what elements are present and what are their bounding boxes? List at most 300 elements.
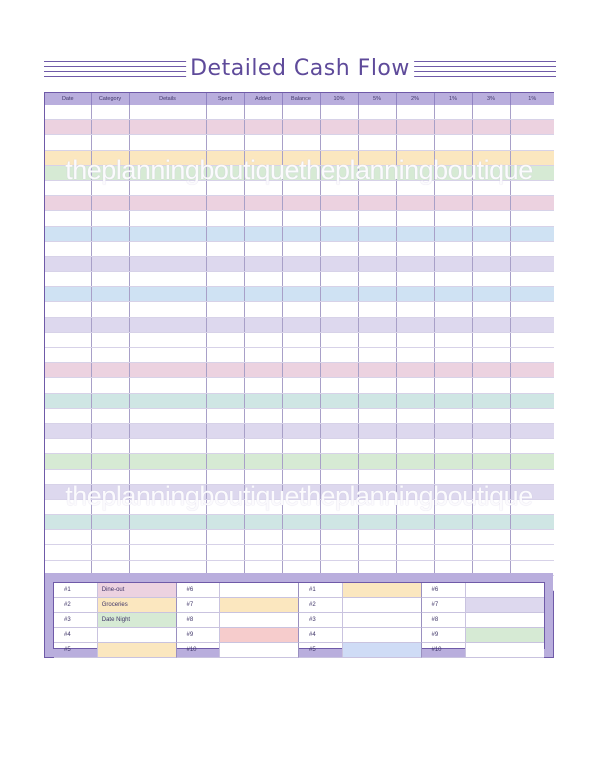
table-cell[interactable] — [358, 196, 396, 211]
table-cell[interactable] — [129, 545, 206, 560]
table-cell[interactable] — [510, 226, 554, 241]
table-cell[interactable] — [434, 302, 472, 317]
table-cell[interactable] — [244, 499, 282, 514]
table-cell[interactable] — [129, 332, 206, 347]
table-cell[interactable] — [129, 393, 206, 408]
table-cell[interactable] — [358, 484, 396, 499]
table-cell[interactable] — [434, 454, 472, 469]
table-cell[interactable] — [358, 499, 396, 514]
table-cell[interactable] — [45, 120, 91, 135]
table-cell[interactable] — [45, 530, 91, 545]
table-cell[interactable] — [396, 348, 434, 363]
table-cell[interactable] — [282, 211, 320, 226]
table-cell[interactable] — [129, 469, 206, 484]
table-cell[interactable] — [244, 317, 282, 332]
legend-label[interactable] — [466, 628, 544, 642]
table-cell[interactable] — [320, 287, 358, 302]
table-cell[interactable] — [45, 135, 91, 150]
table-cell[interactable] — [396, 393, 434, 408]
table-cell[interactable] — [244, 454, 282, 469]
legend-label[interactable] — [98, 628, 176, 642]
table-cell[interactable] — [396, 287, 434, 302]
table-cell[interactable] — [206, 469, 244, 484]
table-cell[interactable] — [244, 272, 282, 287]
table-cell[interactable] — [45, 302, 91, 317]
table-cell[interactable] — [320, 226, 358, 241]
table-cell[interactable] — [358, 545, 396, 560]
table-cell[interactable] — [282, 105, 320, 120]
table-cell[interactable] — [282, 317, 320, 332]
table-cell[interactable] — [320, 499, 358, 514]
table-cell[interactable] — [244, 363, 282, 378]
table-cell[interactable] — [434, 256, 472, 271]
table-cell[interactable] — [282, 120, 320, 135]
table-cell[interactable] — [206, 287, 244, 302]
table-cell[interactable] — [91, 363, 129, 378]
table-cell[interactable] — [282, 408, 320, 423]
table-cell[interactable] — [91, 165, 129, 180]
table-cell[interactable] — [358, 317, 396, 332]
table-cell[interactable] — [129, 256, 206, 271]
table-cell[interactable] — [320, 180, 358, 195]
table-cell[interactable] — [244, 241, 282, 256]
table-cell[interactable] — [358, 439, 396, 454]
table-cell[interactable] — [45, 317, 91, 332]
table-cell[interactable] — [320, 135, 358, 150]
table-cell[interactable] — [91, 515, 129, 530]
table-cell[interactable] — [320, 530, 358, 545]
legend-label[interactable]: Groceries — [98, 598, 176, 612]
table-cell[interactable] — [396, 196, 434, 211]
table-cell[interactable] — [91, 287, 129, 302]
table-cell[interactable] — [320, 408, 358, 423]
table-cell[interactable] — [45, 439, 91, 454]
table-cell[interactable] — [396, 484, 434, 499]
table-cell[interactable] — [244, 150, 282, 165]
table-cell[interactable] — [45, 423, 91, 438]
table-cell[interactable] — [282, 196, 320, 211]
table-cell[interactable] — [320, 165, 358, 180]
table-cell[interactable] — [396, 423, 434, 438]
legend-label[interactable]: Date Night — [98, 613, 176, 627]
table-cell[interactable] — [472, 165, 510, 180]
table-cell[interactable] — [91, 499, 129, 514]
table-cell[interactable] — [282, 287, 320, 302]
table-cell[interactable] — [45, 332, 91, 347]
table-cell[interactable] — [244, 211, 282, 226]
table-cell[interactable] — [206, 408, 244, 423]
table-cell[interactable] — [510, 302, 554, 317]
table-cell[interactable] — [510, 363, 554, 378]
legend-label[interactable] — [466, 643, 544, 657]
table-cell[interactable] — [282, 545, 320, 560]
table-cell[interactable] — [358, 423, 396, 438]
legend-label[interactable] — [466, 583, 544, 597]
table-cell[interactable] — [320, 272, 358, 287]
table-cell[interactable] — [320, 423, 358, 438]
table-cell[interactable] — [358, 105, 396, 120]
table-cell[interactable] — [434, 180, 472, 195]
table-cell[interactable] — [510, 196, 554, 211]
table-cell[interactable] — [206, 439, 244, 454]
table-cell[interactable] — [91, 378, 129, 393]
table-cell[interactable] — [434, 226, 472, 241]
table-cell[interactable] — [244, 105, 282, 120]
table-cell[interactable] — [129, 499, 206, 514]
table-cell[interactable] — [472, 180, 510, 195]
table-cell[interactable] — [358, 135, 396, 150]
table-cell[interactable] — [91, 469, 129, 484]
table-cell[interactable] — [320, 317, 358, 332]
table-cell[interactable] — [129, 226, 206, 241]
table-cell[interactable] — [510, 454, 554, 469]
table-cell[interactable] — [472, 272, 510, 287]
table-cell[interactable] — [129, 530, 206, 545]
table-cell[interactable] — [396, 241, 434, 256]
table-cell[interactable] — [206, 515, 244, 530]
table-cell[interactable] — [510, 287, 554, 302]
table-cell[interactable] — [244, 515, 282, 530]
table-cell[interactable] — [244, 348, 282, 363]
table-cell[interactable] — [282, 256, 320, 271]
table-cell[interactable] — [91, 408, 129, 423]
table-cell[interactable] — [206, 484, 244, 499]
table-cell[interactable] — [320, 256, 358, 271]
table-cell[interactable] — [320, 150, 358, 165]
table-cell[interactable] — [358, 515, 396, 530]
table-cell[interactable] — [510, 469, 554, 484]
table-cell[interactable] — [45, 484, 91, 499]
legend-label[interactable] — [343, 628, 421, 642]
table-cell[interactable] — [91, 393, 129, 408]
table-cell[interactable] — [358, 272, 396, 287]
table-cell[interactable] — [396, 256, 434, 271]
table-cell[interactable] — [434, 408, 472, 423]
table-cell[interactable] — [206, 545, 244, 560]
table-cell[interactable] — [45, 180, 91, 195]
table-cell[interactable] — [434, 317, 472, 332]
table-cell[interactable] — [396, 378, 434, 393]
table-cell[interactable] — [358, 241, 396, 256]
table-cell[interactable] — [434, 363, 472, 378]
table-cell[interactable] — [91, 545, 129, 560]
table-cell[interactable] — [282, 454, 320, 469]
table-cell[interactable] — [434, 439, 472, 454]
table-cell[interactable] — [358, 211, 396, 226]
table-cell[interactable] — [434, 545, 472, 560]
table-cell[interactable] — [320, 454, 358, 469]
table-cell[interactable] — [206, 348, 244, 363]
table-cell[interactable] — [320, 378, 358, 393]
table-cell[interactable] — [472, 211, 510, 226]
table-cell[interactable] — [282, 515, 320, 530]
table-cell[interactable] — [510, 332, 554, 347]
table-cell[interactable] — [358, 256, 396, 271]
table-cell[interactable] — [129, 272, 206, 287]
table-cell[interactable] — [434, 348, 472, 363]
table-cell[interactable] — [45, 287, 91, 302]
table-cell[interactable] — [358, 302, 396, 317]
table-cell[interactable] — [320, 332, 358, 347]
table-cell[interactable] — [206, 211, 244, 226]
table-cell[interactable] — [206, 150, 244, 165]
table-cell[interactable] — [206, 393, 244, 408]
table-cell[interactable] — [472, 120, 510, 135]
table-cell[interactable] — [129, 241, 206, 256]
table-cell[interactable] — [206, 363, 244, 378]
table-cell[interactable] — [358, 454, 396, 469]
table-cell[interactable] — [91, 317, 129, 332]
table-cell[interactable] — [510, 439, 554, 454]
table-cell[interactable] — [396, 317, 434, 332]
table-cell[interactable] — [358, 393, 396, 408]
table-cell[interactable] — [434, 423, 472, 438]
table-cell[interactable] — [206, 302, 244, 317]
table-cell[interactable] — [244, 332, 282, 347]
table-cell[interactable] — [472, 241, 510, 256]
table-cell[interactable] — [282, 423, 320, 438]
table-cell[interactable] — [129, 378, 206, 393]
table-cell[interactable] — [129, 408, 206, 423]
table-cell[interactable] — [358, 150, 396, 165]
table-cell[interactable] — [129, 135, 206, 150]
table-cell[interactable] — [45, 499, 91, 514]
table-cell[interactable] — [472, 302, 510, 317]
table-cell[interactable] — [206, 378, 244, 393]
table-cell[interactable] — [396, 332, 434, 347]
legend-label[interactable] — [98, 643, 176, 657]
table-cell[interactable] — [472, 484, 510, 499]
table-cell[interactable] — [91, 348, 129, 363]
table-cell[interactable] — [396, 302, 434, 317]
table-cell[interactable] — [45, 272, 91, 287]
table-cell[interactable] — [244, 196, 282, 211]
table-cell[interactable] — [510, 256, 554, 271]
table-cell[interactable] — [510, 530, 554, 545]
table-cell[interactable] — [510, 348, 554, 363]
table-cell[interactable] — [396, 180, 434, 195]
table-cell[interactable] — [282, 499, 320, 514]
table-cell[interactable] — [91, 423, 129, 438]
table-cell[interactable] — [510, 484, 554, 499]
table-cell[interactable] — [129, 120, 206, 135]
table-cell[interactable] — [244, 226, 282, 241]
table-cell[interactable] — [91, 454, 129, 469]
table-cell[interactable] — [244, 302, 282, 317]
table-cell[interactable] — [282, 272, 320, 287]
table-cell[interactable] — [91, 150, 129, 165]
table-cell[interactable] — [206, 272, 244, 287]
table-cell[interactable] — [396, 135, 434, 150]
table-cell[interactable] — [282, 150, 320, 165]
table-cell[interactable] — [282, 378, 320, 393]
table-cell[interactable] — [282, 363, 320, 378]
legend-label[interactable] — [343, 613, 421, 627]
table-cell[interactable] — [282, 484, 320, 499]
table-cell[interactable] — [510, 165, 554, 180]
table-cell[interactable] — [434, 211, 472, 226]
table-cell[interactable] — [358, 165, 396, 180]
table-cell[interactable] — [282, 348, 320, 363]
table-cell[interactable] — [434, 484, 472, 499]
table-cell[interactable] — [472, 545, 510, 560]
table-cell[interactable] — [396, 545, 434, 560]
table-cell[interactable] — [206, 165, 244, 180]
legend-label[interactable] — [466, 598, 544, 612]
table-cell[interactable] — [396, 499, 434, 514]
table-cell[interactable] — [434, 135, 472, 150]
table-cell[interactable] — [282, 135, 320, 150]
table-cell[interactable] — [282, 439, 320, 454]
table-cell[interactable] — [510, 211, 554, 226]
table-cell[interactable] — [45, 408, 91, 423]
table-cell[interactable] — [510, 515, 554, 530]
table-cell[interactable] — [320, 105, 358, 120]
table-cell[interactable] — [91, 530, 129, 545]
table-cell[interactable] — [45, 165, 91, 180]
table-cell[interactable] — [510, 545, 554, 560]
table-cell[interactable] — [244, 423, 282, 438]
table-cell[interactable] — [320, 241, 358, 256]
legend-label[interactable] — [343, 583, 421, 597]
table-cell[interactable] — [45, 363, 91, 378]
table-cell[interactable] — [472, 256, 510, 271]
table-cell[interactable] — [320, 211, 358, 226]
table-cell[interactable] — [434, 469, 472, 484]
table-cell[interactable] — [91, 241, 129, 256]
table-cell[interactable] — [129, 515, 206, 530]
table-cell[interactable] — [396, 165, 434, 180]
table-cell[interactable] — [396, 363, 434, 378]
table-cell[interactable] — [91, 180, 129, 195]
table-cell[interactable] — [434, 105, 472, 120]
table-cell[interactable] — [510, 241, 554, 256]
table-cell[interactable] — [434, 499, 472, 514]
table-cell[interactable] — [434, 150, 472, 165]
table-cell[interactable] — [472, 105, 510, 120]
table-cell[interactable] — [206, 135, 244, 150]
table-cell[interactable] — [282, 302, 320, 317]
table-cell[interactable] — [472, 317, 510, 332]
table-cell[interactable] — [434, 241, 472, 256]
table-cell[interactable] — [510, 499, 554, 514]
table-cell[interactable] — [129, 484, 206, 499]
table-cell[interactable] — [91, 120, 129, 135]
table-cell[interactable] — [282, 469, 320, 484]
table-cell[interactable] — [358, 408, 396, 423]
table-cell[interactable] — [282, 241, 320, 256]
table-cell[interactable] — [206, 454, 244, 469]
table-cell[interactable] — [472, 348, 510, 363]
table-cell[interactable] — [282, 332, 320, 347]
table-cell[interactable] — [282, 180, 320, 195]
table-cell[interactable] — [206, 332, 244, 347]
table-cell[interactable] — [244, 287, 282, 302]
table-cell[interactable] — [320, 120, 358, 135]
table-cell[interactable] — [45, 226, 91, 241]
table-cell[interactable] — [510, 135, 554, 150]
table-cell[interactable] — [129, 302, 206, 317]
legend-label[interactable] — [343, 643, 421, 657]
table-cell[interactable] — [396, 150, 434, 165]
table-cell[interactable] — [434, 530, 472, 545]
table-cell[interactable] — [510, 378, 554, 393]
table-cell[interactable] — [91, 211, 129, 226]
table-cell[interactable] — [206, 241, 244, 256]
table-cell[interactable] — [358, 363, 396, 378]
table-cell[interactable] — [510, 150, 554, 165]
legend-label[interactable] — [466, 613, 544, 627]
table-cell[interactable] — [472, 332, 510, 347]
table-cell[interactable] — [320, 348, 358, 363]
table-cell[interactable] — [45, 348, 91, 363]
table-cell[interactable] — [206, 256, 244, 271]
table-cell[interactable] — [472, 393, 510, 408]
table-cell[interactable] — [434, 287, 472, 302]
table-cell[interactable] — [129, 363, 206, 378]
table-cell[interactable] — [396, 226, 434, 241]
table-cell[interactable] — [244, 530, 282, 545]
table-cell[interactable] — [91, 226, 129, 241]
table-cell[interactable] — [472, 439, 510, 454]
table-cell[interactable] — [434, 165, 472, 180]
table-cell[interactable] — [472, 469, 510, 484]
table-cell[interactable] — [91, 105, 129, 120]
table-cell[interactable] — [472, 226, 510, 241]
table-cell[interactable] — [129, 454, 206, 469]
table-cell[interactable] — [358, 180, 396, 195]
table-cell[interactable] — [358, 530, 396, 545]
table-cell[interactable] — [244, 545, 282, 560]
table-cell[interactable] — [510, 120, 554, 135]
table-cell[interactable] — [320, 515, 358, 530]
table-cell[interactable] — [206, 120, 244, 135]
table-cell[interactable] — [244, 165, 282, 180]
table-cell[interactable] — [129, 423, 206, 438]
table-cell[interactable] — [129, 317, 206, 332]
table-cell[interactable] — [244, 484, 282, 499]
table-cell[interactable] — [396, 120, 434, 135]
legend-label[interactable] — [220, 583, 298, 597]
table-cell[interactable] — [320, 439, 358, 454]
table-cell[interactable] — [472, 135, 510, 150]
table-cell[interactable] — [434, 378, 472, 393]
table-cell[interactable] — [91, 272, 129, 287]
table-cell[interactable] — [396, 272, 434, 287]
table-cell[interactable] — [396, 469, 434, 484]
table-cell[interactable] — [45, 211, 91, 226]
table-cell[interactable] — [282, 226, 320, 241]
table-cell[interactable] — [91, 439, 129, 454]
table-cell[interactable] — [129, 439, 206, 454]
table-cell[interactable] — [358, 226, 396, 241]
table-cell[interactable] — [282, 393, 320, 408]
table-cell[interactable] — [129, 150, 206, 165]
table-cell[interactable] — [91, 196, 129, 211]
table-cell[interactable] — [396, 530, 434, 545]
table-cell[interactable] — [206, 226, 244, 241]
table-cell[interactable] — [244, 469, 282, 484]
table-cell[interactable] — [91, 302, 129, 317]
table-cell[interactable] — [45, 241, 91, 256]
table-cell[interactable] — [91, 256, 129, 271]
table-cell[interactable] — [45, 469, 91, 484]
table-cell[interactable] — [510, 272, 554, 287]
table-cell[interactable] — [472, 150, 510, 165]
table-cell[interactable] — [510, 408, 554, 423]
legend-label[interactable] — [220, 598, 298, 612]
table-cell[interactable] — [206, 105, 244, 120]
